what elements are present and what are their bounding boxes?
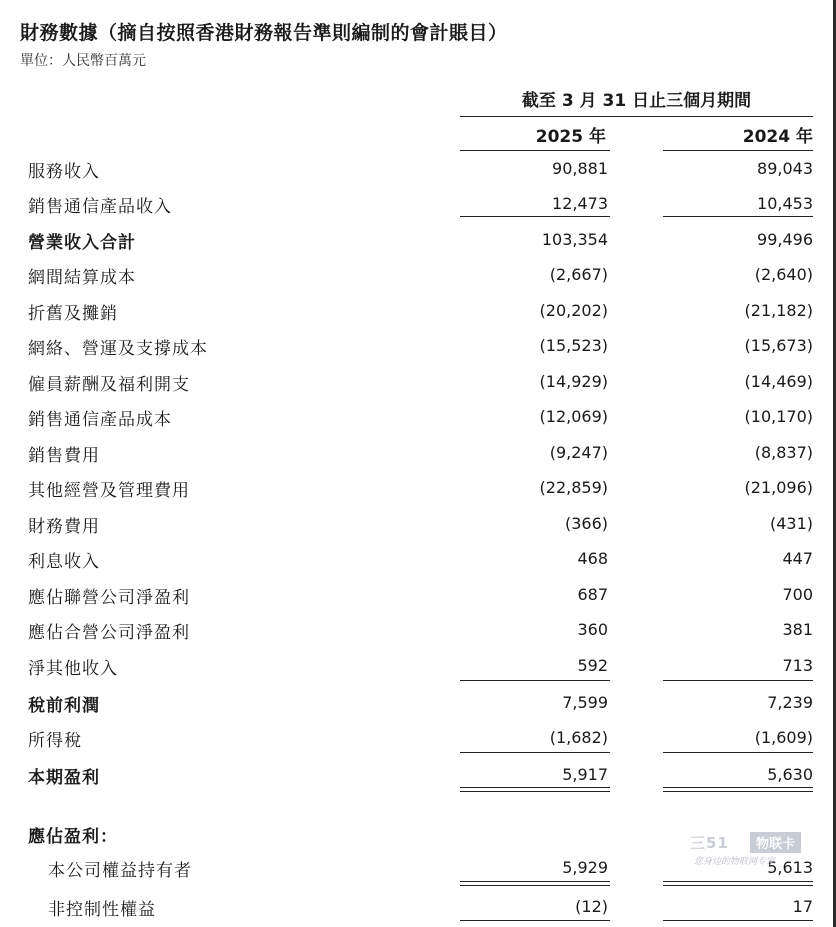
value-2024: 5,630 — [767, 765, 813, 784]
table-row — [0, 543, 836, 578]
year-header-2025: 2025 年 — [460, 122, 610, 151]
row-label: 銷售費用 — [28, 446, 100, 466]
row-label: 銷售通信產品成本 — [28, 410, 172, 430]
year-header-2024: 2024 年 — [663, 122, 813, 151]
value-2025: 5,929 — [562, 858, 608, 877]
value-2024: (15,673) — [744, 336, 813, 355]
total-double-rule — [460, 881, 610, 886]
value-2024: 5,613 — [767, 858, 813, 877]
value-2025: (2,667) — [549, 265, 608, 284]
table-row — [0, 687, 836, 722]
value-2025: 12,473 — [552, 194, 608, 213]
subtotal-rule — [663, 920, 813, 921]
row-label: 非控制性權益 — [48, 900, 156, 920]
row-label: 服務收入 — [28, 162, 100, 182]
value-2024: (431) — [769, 514, 813, 533]
value-2024: (2,640) — [754, 265, 813, 284]
value-2025: (366) — [564, 514, 608, 533]
value-2025: (20,202) — [539, 301, 608, 320]
table-row — [0, 295, 836, 330]
subtotal-rule — [663, 680, 813, 681]
row-label: 本期盈利 — [28, 768, 100, 788]
row-label: 所得稅 — [28, 731, 82, 751]
total-double-rule — [663, 881, 813, 886]
value-2024: (8,837) — [754, 443, 813, 462]
value-2025: 687 — [577, 585, 608, 604]
value-2024: (21,182) — [744, 301, 813, 320]
value-2025: (9,247) — [549, 443, 608, 462]
value-2025: 103,354 — [541, 230, 608, 249]
row-label: 利息收入 — [28, 552, 100, 572]
value-2025: (22,859) — [539, 478, 608, 497]
watermark-logo: 三51 — [690, 834, 729, 852]
period-header: 截至 3 月 31 日止三個月期間 — [460, 86, 813, 117]
subtotal-rule — [663, 752, 813, 753]
row-label: 本公司權益持有者 — [48, 861, 192, 881]
value-2025: (1,682) — [549, 728, 608, 747]
value-2024: 17 — [792, 897, 813, 916]
value-2025: 90,881 — [552, 159, 608, 178]
watermark-badge: 物联卡 — [750, 832, 801, 853]
value-2025: (12,069) — [539, 407, 608, 426]
value-2024: 381 — [782, 620, 813, 639]
table-row — [0, 188, 836, 223]
value-2024: (21,096) — [744, 478, 813, 497]
table-row — [0, 472, 836, 507]
row-label: 僱員薪酬及福利開支 — [28, 375, 190, 395]
table-row — [0, 224, 836, 259]
subtotal-rule — [460, 216, 610, 217]
value-2024: 99,496 — [757, 230, 813, 249]
row-label: 其他經營及管理費用 — [28, 481, 190, 501]
table-row — [0, 259, 836, 294]
value-2024: 89,043 — [757, 159, 813, 178]
subtotal-rule — [663, 216, 813, 217]
value-2024: (10,170) — [744, 407, 813, 426]
table-row — [0, 330, 836, 365]
row-label: 淨其他收入 — [28, 659, 118, 679]
value-2024: (1,609) — [754, 728, 813, 747]
table-row — [0, 437, 836, 472]
row-label: 稅前利潤 — [28, 696, 100, 716]
value-2025: 360 — [577, 620, 608, 639]
table-row — [0, 401, 836, 436]
row-label: 網絡、營運及支撐成本 — [28, 339, 208, 359]
subtotal-rule — [460, 680, 610, 681]
row-label: 營業收入合計 — [28, 233, 136, 253]
table-row — [0, 366, 836, 401]
watermark-tagline: 您身边的物联网专家 — [694, 857, 776, 867]
subtotal-rule — [460, 920, 610, 921]
value-2024: (14,469) — [744, 372, 813, 391]
value-2024: 447 — [782, 549, 813, 568]
value-2025: 468 — [577, 549, 608, 568]
value-2025: 7,599 — [562, 693, 608, 712]
value-2025: (15,523) — [539, 336, 608, 355]
value-2024: 713 — [782, 656, 813, 675]
watermark — [690, 830, 830, 880]
value-2024: 700 — [782, 585, 813, 604]
value-2025: (14,929) — [539, 372, 608, 391]
row-label: 折舊及攤銷 — [28, 304, 118, 324]
table-row — [0, 614, 836, 649]
unit-note: 單位：人民幣百萬元 — [20, 53, 146, 69]
page-title: 財務數據（摘自按照香港財務報告準則編制的會計賬目） — [20, 22, 508, 44]
section-heading: 應佔盈利： — [28, 827, 118, 847]
table-row — [0, 508, 836, 543]
row-label: 銷售通信產品收入 — [28, 197, 172, 217]
row-label: 應佔聯營公司淨盈利 — [28, 588, 190, 608]
value-2025: 5,917 — [562, 765, 608, 784]
value-2024: 10,453 — [757, 194, 813, 213]
row-label: 財務費用 — [28, 517, 100, 537]
row-label: 網間結算成本 — [28, 268, 136, 288]
value-2025: 592 — [577, 656, 608, 675]
value-2025: (12) — [575, 897, 608, 916]
value-2024: 7,239 — [767, 693, 813, 712]
total-double-rule — [663, 787, 813, 792]
row-label: 應佔合營公司淨盈利 — [28, 623, 190, 643]
table-row — [0, 153, 836, 188]
total-double-rule — [460, 787, 610, 792]
subtotal-rule — [460, 752, 610, 753]
table-row — [0, 579, 836, 614]
